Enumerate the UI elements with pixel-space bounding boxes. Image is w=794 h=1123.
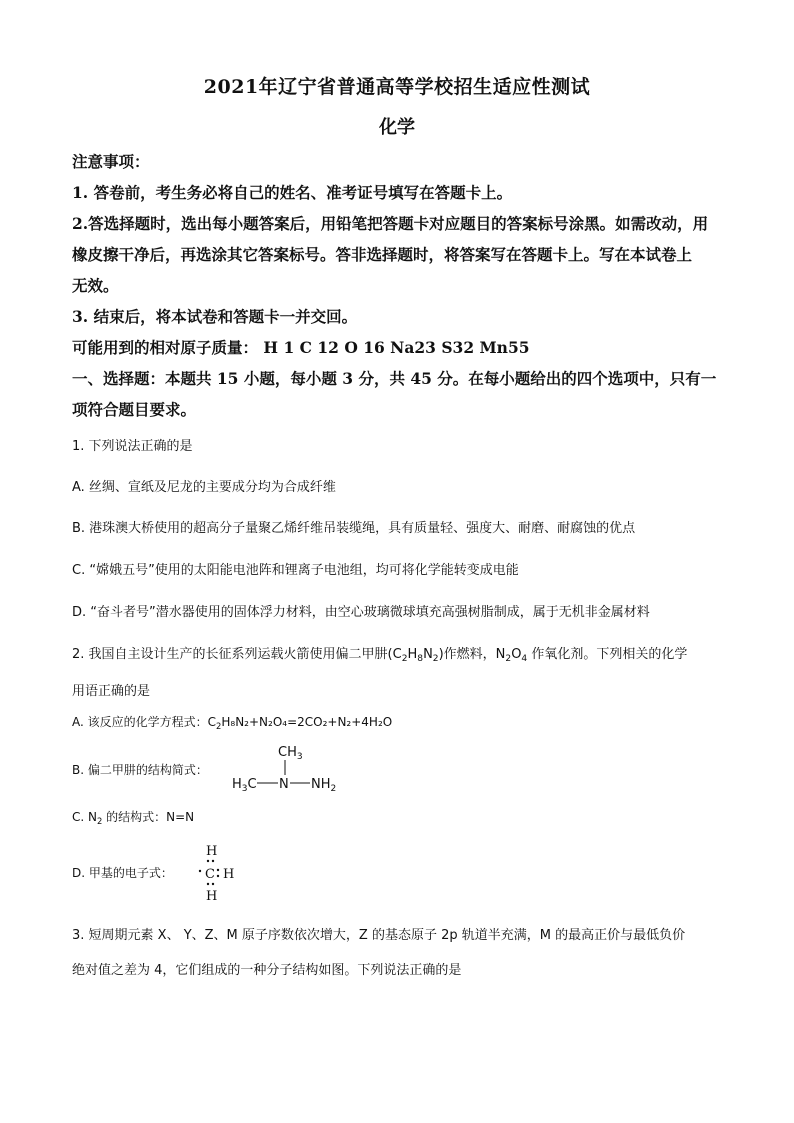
struct-nh2: $NH_2$ <box>311 777 337 794</box>
q1-option-a: A. 丝绸、宣纸及尼龙的主要成分均为合成纤维 <box>72 480 336 495</box>
q1-stem: 1. 下列说法正确的是 <box>72 439 193 454</box>
notice-heading: 注意事项： <box>72 152 150 171</box>
edot-c: C <box>205 867 215 882</box>
subject-title: 化学 <box>379 117 415 138</box>
notice-line-2a: 2.答选择题时，选出每小题答案后，用铅笔把答题卡对应题目的答案标号涂黑。如需改动，用 <box>72 214 709 233</box>
notice-line-2c: 无效。 <box>72 276 119 295</box>
q1-option-c: C. “嫦娥五号”使用的太阳能电池阵和锂离子电池组，均可将化学能转变成电能 <box>72 563 519 578</box>
atomic-mass-line: 可能用到的相对原子质量： H 1 C 12 O 16 Na23 S32 Mn55 <box>72 338 530 357</box>
edot-h-right: H <box>223 867 235 882</box>
q2-stem-line-2: 用语正确的是 <box>72 684 151 699</box>
q3-stem-line-1: 3. 短周期元素 X、 Y、Z、M 原子序数依次增大，Z 的基态原子 2p 轨道半充满，M 的最高正价与最低负价 <box>72 928 686 943</box>
exam-title: 2021年辽宁省普通高等学校招生适应性测试 <box>203 76 591 98</box>
edot-h-top: H <box>206 844 218 859</box>
section1-line-2: 项符合题目要求。 <box>72 400 197 419</box>
edot-h-bottom: H <box>206 889 218 904</box>
notice-line-2b: 橡皮擦干净后，再选涂其它答案标号。答非选择题时，将答案写在答题卡上。写在本试卷上 <box>72 245 693 264</box>
q1-option-b: B. 港珠澳大桥使用的超高分子量聚乙烯纤维吊装缆绳，具有质量轻、强度大、耐磨、耐腐蚀的优点 <box>72 521 636 536</box>
struct-h3c: $H_3C$ <box>232 777 257 794</box>
q2-option-d-label: D. 甲基的电子式： <box>72 866 173 880</box>
q2-option-a: A. 该反应的化学方程式：$C_2H_8N_2+N_2O_4=2CO_2+N_2+4H_2O$ <box>72 715 393 731</box>
notice-line-3: 3. 结束后，将本试卷和答题卡一并交回。 <box>72 307 358 326</box>
q1-option-d: D. “奋斗者号”潜水器使用的固体浮力材料，由空心玻璃微球填充高强树脂制成，属于无机非金属材料 <box>72 605 650 620</box>
q2-option-c: C. $N_2$ 的结构式：N=N <box>72 810 195 826</box>
q2-option-b-label: B. 偏二甲肼的结构简式： <box>72 763 208 777</box>
struct-n1: N <box>279 777 289 792</box>
notice-line-1: 1. 答卷前，考生务必将自己的姓名、准考证号填写在答题卡上。 <box>72 183 513 202</box>
methyl-electron-formula <box>196 842 246 904</box>
dimethylhydrazine-structure <box>232 742 352 798</box>
q2-stem-line-1: 2. 我国自主设计生产的长征系列运载火箭使用偏二甲肼$(C_2H_8N_2)$作燃料，$N_2O_4$ 作氧化剂。下列相关的化学 <box>72 647 688 664</box>
section1-line-1: 一、选择题：本题共 15 小题，每小题 3 分，共 45 分。在每小题给出的四个选项中，只有一 <box>72 369 717 388</box>
struct-ch3: $CH_3$ <box>278 745 303 762</box>
q3-stem-line-2: 绝对值之差为 4，它们组成的一种分子结构如图。下列说法正确的是 <box>72 963 462 978</box>
